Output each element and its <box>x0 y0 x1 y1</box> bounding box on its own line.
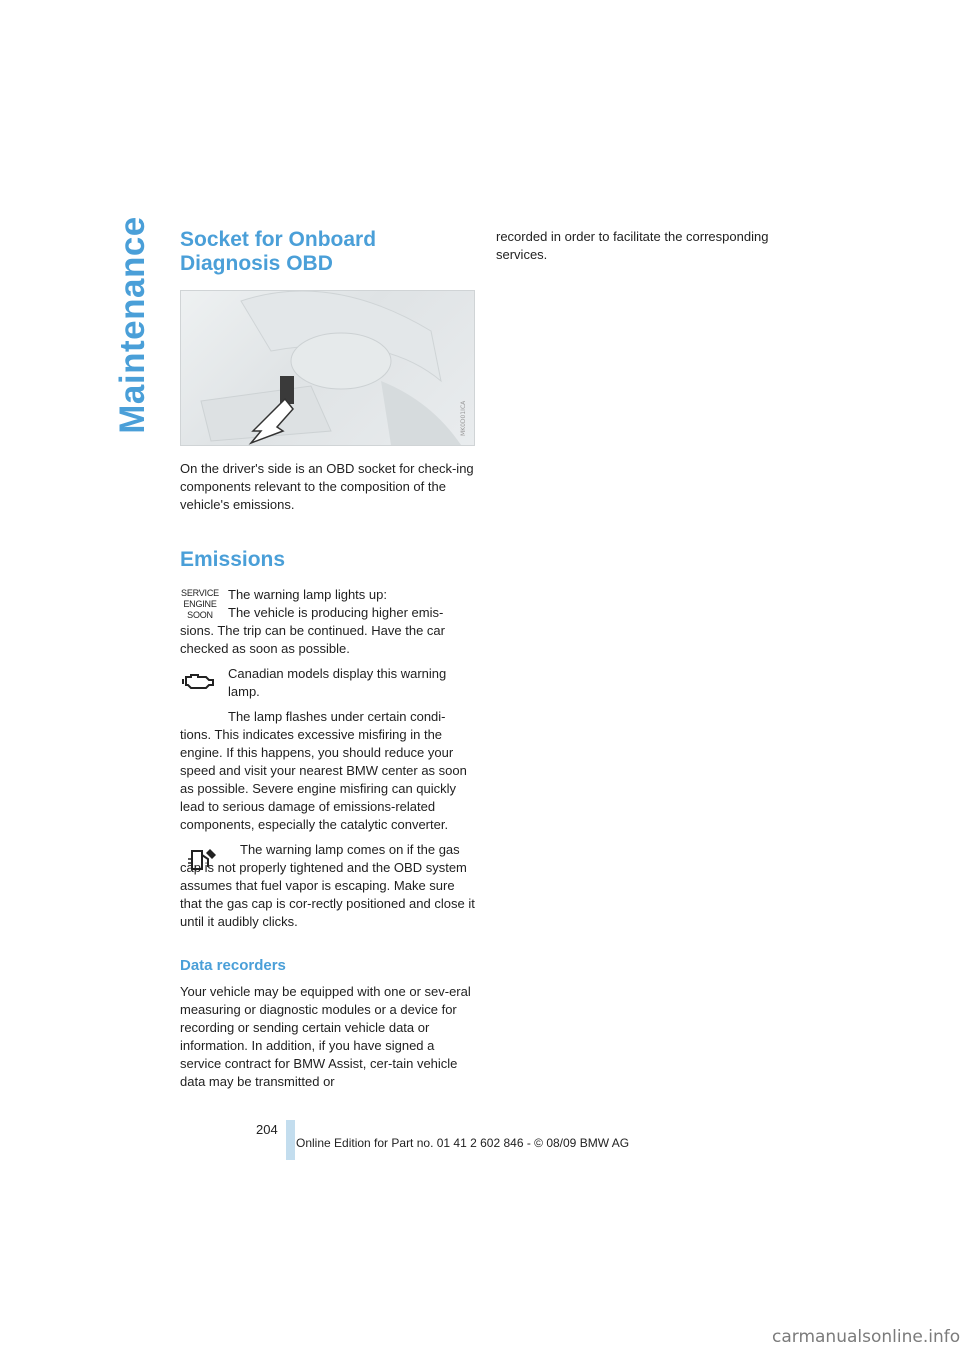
gas-cap-warning-icon <box>186 845 222 880</box>
obd-heading-line2: Diagnosis OBD <box>180 252 333 275</box>
check-engine-icon <box>182 671 218 696</box>
photo-code: MK0D01ICA <box>460 400 467 436</box>
obd-heading <box>180 228 476 276</box>
watermark: carmanualsonline.info <box>772 1327 960 1347</box>
lamp-line1: The warning lamp lights up: <box>228 587 387 602</box>
service-engine-soon-icon <box>180 588 220 621</box>
page-number: 204 <box>256 1122 278 1137</box>
right-column <box>496 228 796 264</box>
canadian-block <box>180 665 476 701</box>
gascap-block <box>180 841 476 931</box>
gascap-text: The warning lamp comes on if the gas cap is not properly tightened and the OBD system assumes that fuel vapor is escaping. Make sure that the gas cap is cor-rectly positioned and close it until it audibly clicks. <box>180 842 475 929</box>
service-engine-block <box>180 586 476 658</box>
footer-edition: Online Edition for Part no. 01 41 2 602 846 - © 08/09 BMW AG <box>296 1136 630 1150</box>
flash-text: The lamp flashes under certain condi-tions. This indicates excessive misfiring in the engine. If this happens, you should reduce your speed and visit your nearest BMW center as soon as possible. Severe engine misfiring can quickly lead to serious damage of emissions-related components, especially the catalytic converter. <box>180 709 467 832</box>
side-tab-label: Maintenance <box>113 216 152 434</box>
left-column <box>180 228 476 1091</box>
lamp-line2: The vehicle is producing higher emis-sions. The trip can be continued. Have the car checked as soon as possible. <box>180 605 445 656</box>
canadian-text: Canadian models display this warning lamp. <box>228 666 447 699</box>
service-icon-line: SOON <box>187 610 213 620</box>
service-icon-line: SERVICE <box>181 588 219 598</box>
obd-socket-photo <box>180 290 475 446</box>
data-recorders-body: Your vehicle may be equipped with one or sev-eral measuring or diagnostic modules or a device for recording or sending certain vehicle data or information. In addition, if you have signed a service contract for BMW Assist, cer-tain vehicle data may be transmitted or <box>180 984 471 1089</box>
data-recorders-continued: recorded in order to facilitate the corresponding services. <box>496 229 769 262</box>
obd-heading-line1: Socket for Onboard <box>180 228 377 251</box>
service-icon-line: ENGINE <box>183 599 217 609</box>
obd-body: On the driver's side is an OBD socket for check-ing components relevant to the composition of the vehicle's emissions. <box>180 461 474 512</box>
section-side-tab <box>110 216 156 434</box>
data-recorders-heading: Data recorders <box>180 957 286 974</box>
emissions-heading: Emissions <box>180 548 286 571</box>
footer-accent-bar <box>286 1120 295 1160</box>
